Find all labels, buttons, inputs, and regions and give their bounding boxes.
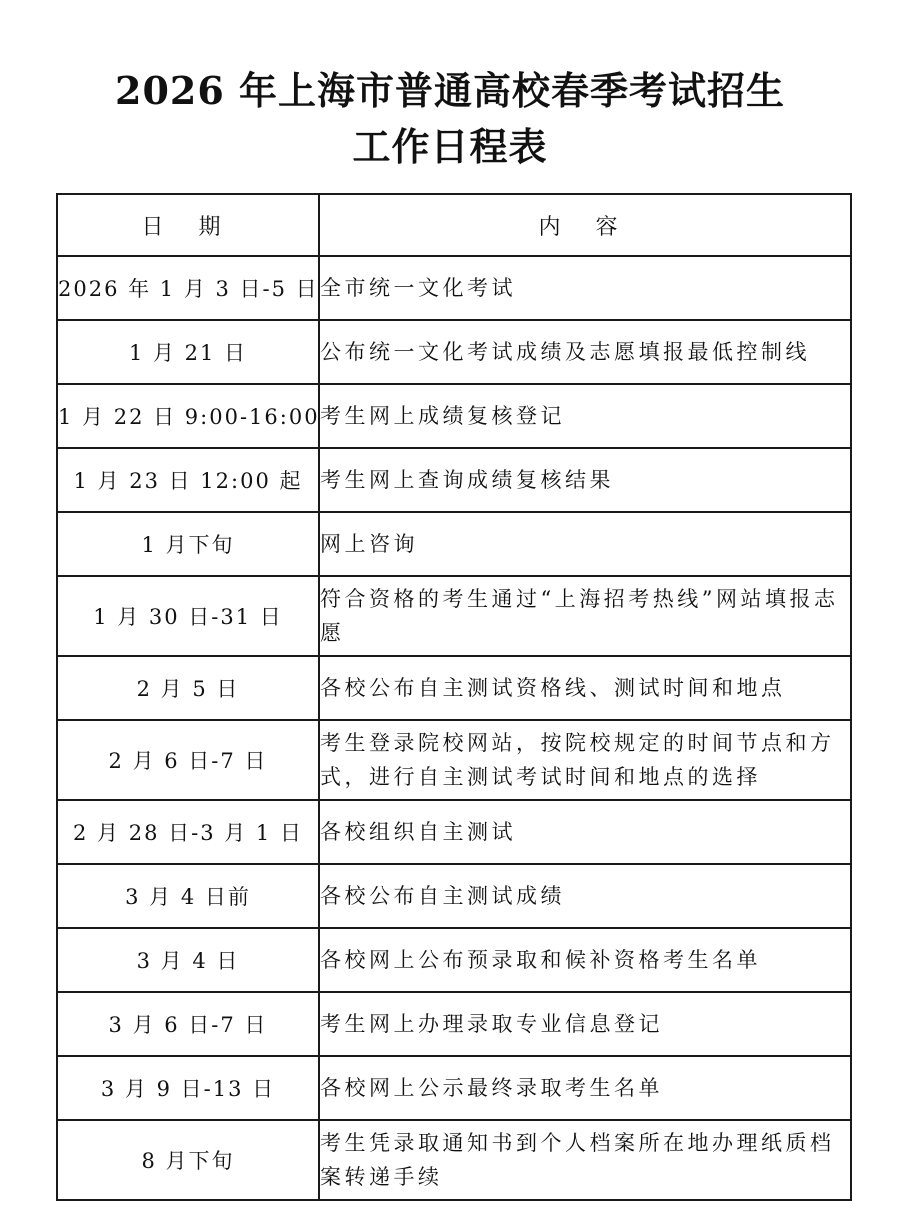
row-content: 各校网上公布预录取和候补资格考生名单 xyxy=(319,928,851,992)
table-header-row xyxy=(57,194,851,256)
row-content: 考生网上成绩复核登记 xyxy=(319,384,851,448)
row-date: 1 月 23 日 12:00 起 xyxy=(57,448,319,512)
table-row xyxy=(57,384,851,448)
table-row xyxy=(57,1120,851,1200)
table-row xyxy=(57,576,851,656)
table-row xyxy=(57,720,851,800)
row-content: 公布统一文化考试成绩及志愿填报最低控制线 xyxy=(319,320,851,384)
row-content: 各校网上公示最终录取考生名单 xyxy=(319,1056,851,1120)
row-content: 考生登录院校网站，按院校规定的时间节点和方式，进行自主测试考试时间和地点的选择 xyxy=(319,720,851,800)
row-content: 各校公布自主测试成绩 xyxy=(319,864,851,928)
row-content: 各校公布自主测试资格线、测试时间和地点 xyxy=(319,656,851,720)
row-content: 考生凭录取通知书到个人档案所在地办理纸质档案转递手续 xyxy=(319,1120,851,1200)
row-date: 3 月 4 日 xyxy=(57,928,319,992)
row-date: 2 月 6 日-7 日 xyxy=(57,720,319,800)
row-date: 3 月 9 日-13 日 xyxy=(57,1056,319,1120)
row-content: 符合资格的考生通过“上海招考热线”网站填报志愿 xyxy=(319,576,851,656)
table-row xyxy=(57,512,851,576)
table-row xyxy=(57,448,851,512)
row-date: 3 月 4 日前 xyxy=(57,864,319,928)
table-row xyxy=(57,992,851,1056)
table-row xyxy=(57,864,851,928)
table-row xyxy=(57,1056,851,1120)
table-row xyxy=(57,656,851,720)
page-title-line-1: 2026 年上海市普通高校春季考试招生 xyxy=(115,68,785,113)
row-date: 1 月 22 日 9:00-16:00 xyxy=(57,384,319,448)
table-row xyxy=(57,320,851,384)
row-date: 8 月下旬 xyxy=(57,1120,319,1200)
table-row xyxy=(57,928,851,992)
row-content: 网上咨询 xyxy=(319,512,851,576)
row-date: 1 月下旬 xyxy=(57,512,319,576)
table-row xyxy=(57,800,851,864)
table-row xyxy=(57,256,851,320)
row-date: 2 月 5 日 xyxy=(57,656,319,720)
row-date: 1 月 21 日 xyxy=(57,320,319,384)
row-date: 3 月 6 日-7 日 xyxy=(57,992,319,1056)
row-content: 考生网上办理录取专业信息登记 xyxy=(319,992,851,1056)
schedule-table xyxy=(56,193,852,1201)
row-content: 考生网上查询成绩复核结果 xyxy=(319,448,851,512)
row-content: 全市统一文化考试 xyxy=(319,256,851,320)
row-date: 1 月 30 日-31 日 xyxy=(57,576,319,656)
header-content: 内 容 xyxy=(319,194,851,256)
page-title-line-2: 工作日程表 xyxy=(352,124,548,169)
row-date: 2 月 28 日-3 月 1 日 xyxy=(57,800,319,864)
row-content: 各校组织自主测试 xyxy=(319,800,851,864)
header-date: 日 期 xyxy=(57,194,319,256)
row-date: 2026 年 1 月 3 日-5 日 xyxy=(57,256,319,320)
